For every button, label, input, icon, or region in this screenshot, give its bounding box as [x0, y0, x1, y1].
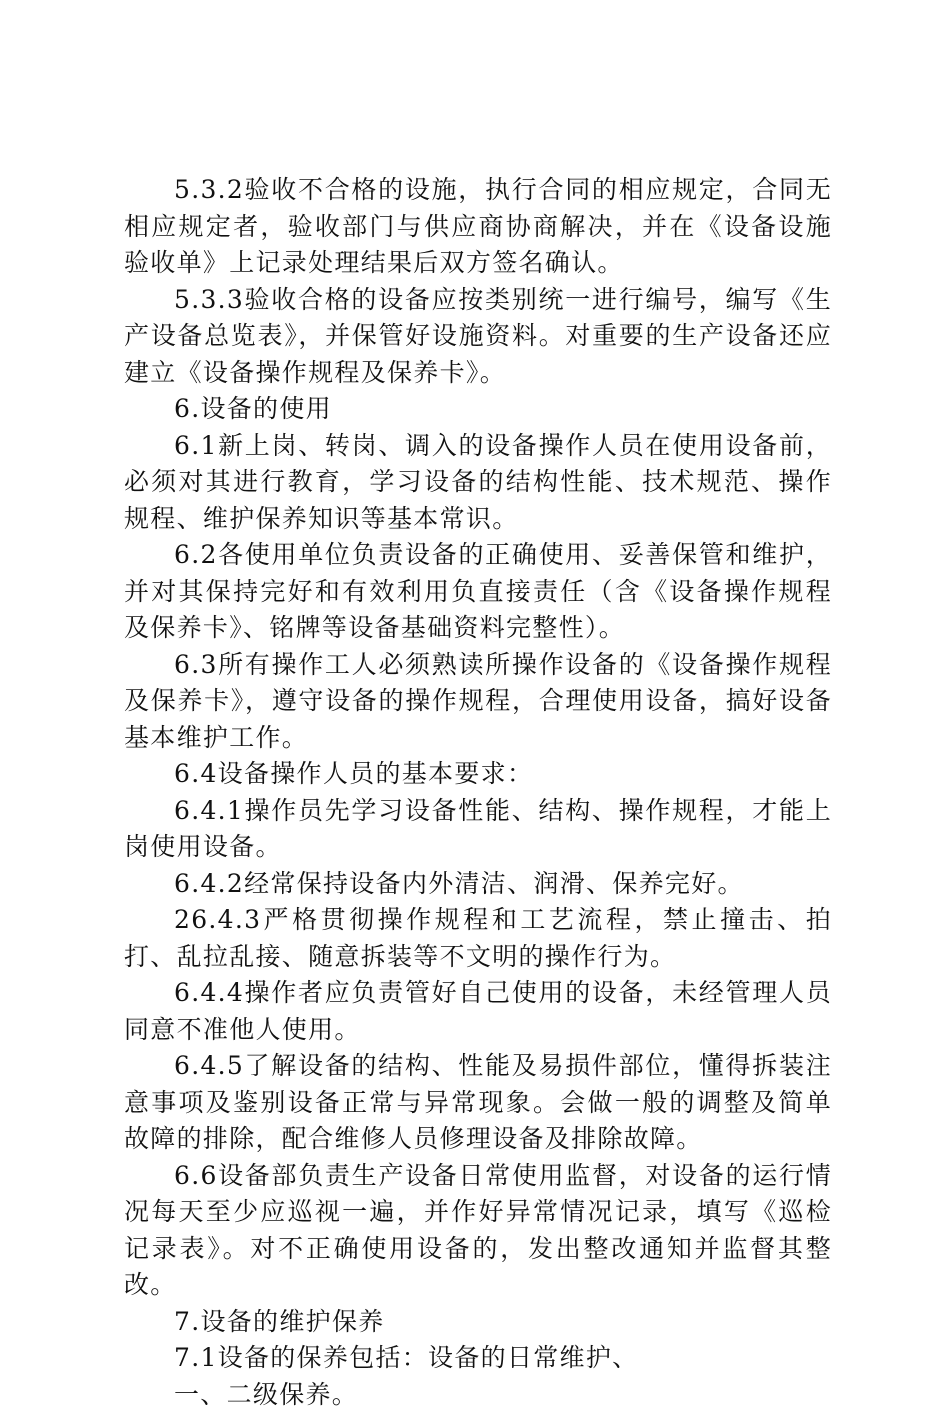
paragraph-6-4-1: 6.4.1操作员先学习设备性能、结构、操作规程，才能上岗使用设备。 — [124, 793, 832, 866]
paragraph-6-2: 6.2各使用单位负责设备的正确使用、妥善保管和维护，并对其保持完好和有效利用负直接责任（含《设备操作规程及保养卡》、铭牌等设备基础资料完整性）。 — [124, 537, 832, 647]
paragraph-6-3: 6.3所有操作工人必须熟读所操作设备的《设备操作规程及保养卡》，遵守设备的操作规程，合理使用设备，搞好设备基本维护工作。 — [124, 647, 832, 757]
section-heading-7: 7.设备的维护保养 — [124, 1304, 832, 1341]
paragraph-7-1: 7.1设备的保养包括：设备的日常维护、 — [124, 1340, 832, 1377]
paragraph-5-3-2: 5.3.2验收不合格的设施，执行合同的相应规定，合同无相应规定者，验收部门与供应商协商解决，并在《设备设施验收单》上记录处理结果后双方签名确认。 — [124, 172, 832, 282]
paragraph-7-1-continued: 一、二级保养。 — [124, 1377, 832, 1413]
paragraph-6-6: 6.6设备部负责生产设备日常使用监督，对设备的运行情况每天至少应巡视一遍，并作好异常情况记录，填写《巡检记录表》。对不正确使用设备的，发出整改通知并监督其整改。 — [124, 1158, 832, 1304]
paragraph-6-4: 6.4设备操作人员的基本要求： — [124, 756, 832, 793]
document-body — [124, 172, 832, 1413]
paragraph-5-3-3: 5.3.3验收合格的设备应按类别统一进行编号，编写《生产设备总览表》，并保管好设施资料。对重要的生产设备还应建立《设备操作规程及保养卡》。 — [124, 282, 832, 392]
paragraph-6-4-3: 26.4.3严格贯彻操作规程和工艺流程，禁止撞击、拍打、乱拉乱接、随意拆装等不文明的操作行为。 — [124, 902, 832, 975]
paragraph-6-4-5: 6.4.5了解设备的结构、性能及易损件部位，懂得拆装注意事项及鉴别设备正常与异常现象。会做一般的调整及简单故障的排除，配合维修人员修理设备及排除故障。 — [124, 1048, 832, 1158]
paragraph-6-1: 6.1新上岗、转岗、调入的设备操作人员在使用设备前，必须对其进行教育，学习设备的结构性能、技术规范、操作规程、维护保养知识等基本常识。 — [124, 428, 832, 538]
paragraph-6-4-4: 6.4.4操作者应负责管好自己使用的设备，未经管理人员同意不准他人使用。 — [124, 975, 832, 1048]
section-heading-6: 6.设备的使用 — [124, 391, 832, 428]
paragraph-6-4-2: 6.4.2经常保持设备内外清洁、润滑、保养完好。 — [124, 866, 832, 903]
